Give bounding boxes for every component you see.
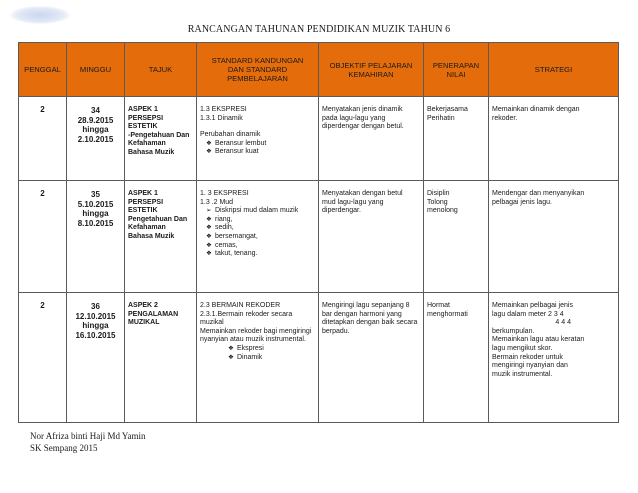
table-row bbox=[19, 181, 619, 293]
list-item: ➢ Diskripsi mud dalam muzik bbox=[206, 207, 299, 215]
page-title: RANCANGAN TAHUNAN PENDIDIKAN MUZIK TAHUN 6 bbox=[187, 24, 451, 35]
header-row bbox=[19, 43, 619, 97]
cell-standard: 2.3 BERMAIN REKODER 2.3.1.Bermain rekoder secara muzikal Memainkan rekoder bagi mengiringi nyanyian atau muzik instrumental. ❖ Ekspresi ❖ Dinamik bbox=[197, 293, 319, 423]
diamond-bullet-icon: ❖ bbox=[206, 250, 212, 258]
table-row bbox=[19, 97, 619, 181]
header-nilai: PENERAPAN NILAI bbox=[424, 43, 489, 97]
list-item: ❖ Beransur kuat bbox=[206, 148, 259, 156]
cell-penggal: 2 bbox=[19, 293, 67, 423]
diamond-bullet-icon: ❖ bbox=[206, 224, 212, 232]
plan-table bbox=[18, 42, 619, 423]
diamond-bullet-icon: ❖ bbox=[206, 139, 212, 147]
diamond-bullet-icon: ❖ bbox=[228, 344, 234, 352]
list-item: ❖ riang, bbox=[206, 215, 233, 223]
diamond-bullet-icon: ❖ bbox=[206, 232, 212, 240]
cell-tajuk: ASPEK 1 PERSEPSI ESTETIK -Pengetahuan Dan Kefahaman Bahasa Muzik bbox=[125, 97, 197, 181]
list-item: ❖ bersemangat, bbox=[206, 232, 258, 240]
cell-penggal: 2 bbox=[19, 97, 67, 181]
list-item: ❖ Dinamik bbox=[228, 353, 263, 361]
diamond-bullet-icon: ❖ bbox=[206, 241, 212, 249]
cell-nilai: Disiplin Tolong menolong bbox=[424, 181, 489, 293]
cell-minggu: 35 5.10.2015 hingga 8.10.2015 bbox=[67, 181, 125, 293]
cell-nilai: Hormat menghormati bbox=[424, 293, 489, 423]
cell-standard: 1.3 EKSPRESI 1.3.1 Dinamik Perubahan dinamik ❖ Beransur lembut ❖ Beransur kuat bbox=[197, 97, 319, 181]
cell-minggu: 36 12.10.2015 hingga 16.10.2015 bbox=[67, 293, 125, 423]
cell-minggu: 34 28.9.2015 hingga 2.10.2015 bbox=[67, 97, 125, 181]
cell-objektif: Menyatakan dengan betul mud lagu-lagu yang diperdengar. bbox=[319, 181, 424, 293]
table-row bbox=[19, 293, 619, 423]
cell-objektif: Mengiringi lagu sepanjang 8 bar dengan harmoni yang ditetapkan dengan baik secara berpadu. bbox=[319, 293, 424, 423]
list-item: ❖ cemas, bbox=[206, 241, 238, 249]
cell-strategi: Memainkan dinamik dengan rekoder. bbox=[489, 97, 619, 181]
list-item: ❖ takut, tenang. bbox=[206, 250, 258, 258]
school-year: SK Sempang 2015 bbox=[30, 443, 98, 453]
diamond-bullet-icon: ❖ bbox=[206, 148, 212, 156]
header-standard: STANDARD KANDUNGAN DAN STANDARD PEMBELAJARAN bbox=[197, 43, 319, 97]
author-name: Nor Afriza binti Haji Md Yamin bbox=[30, 431, 146, 441]
header-tajuk: TAJUK bbox=[125, 43, 197, 97]
cell-tajuk: ASPEK 2 PENGALAMAN MUZIKAL bbox=[125, 293, 197, 423]
diamond-bullet-icon: ❖ bbox=[206, 215, 212, 223]
cell-penggal: 2 bbox=[19, 181, 67, 293]
cell-objektif: Menyatakan jenis dinamik pada lagu-lagu yang diperdengar dengan betul. bbox=[319, 97, 424, 181]
cell-tajuk: ASPEK 1 PERSEPSI ESTETIK Pengetahuan Dan Kefahaman Bahasa Muzik bbox=[125, 181, 197, 293]
header-minggu: MINGGU bbox=[67, 43, 125, 97]
list-item: ❖ Beransur lembut bbox=[206, 139, 267, 147]
header-penggal: PENGGAL bbox=[19, 43, 67, 97]
footer bbox=[30, 430, 146, 454]
header-objektif: OBJEKTIF PELAJARAN KEMAHIRAN bbox=[319, 43, 424, 97]
list-item: ❖ sedih, bbox=[206, 224, 234, 232]
cell-strategi: Memainkan pelbagai jenis lagu dalam meter 2 3 4 4 4 4 berkumpulan. Memainkan lagu atau keratan lagu mengikut skor. Bermain rekoder untuk mengiringi nyanyian dan muzik instrumental. bbox=[489, 293, 619, 423]
list-item: ❖ Ekspresi bbox=[228, 344, 264, 352]
corner-decoration bbox=[10, 6, 70, 24]
diamond-bullet-icon: ❖ bbox=[228, 353, 234, 361]
cell-nilai: Bekerjasama Perihatin bbox=[424, 97, 489, 181]
cell-strategi: Mendengar dan menyanyikan pelbagai jenis lagu. bbox=[489, 181, 619, 293]
header-strategi: STRATEGI bbox=[489, 43, 619, 97]
cell-standard: 1. 3 EKSPRESI 1.3 .2 Mud ➢ Diskripsi mud dalam muzik ❖ riang, ❖ sedih, ❖ bersemangat, ❖ cemas, ❖ takut, tenang. bbox=[197, 181, 319, 293]
arrow-bullet-icon: ➢ bbox=[206, 207, 212, 215]
